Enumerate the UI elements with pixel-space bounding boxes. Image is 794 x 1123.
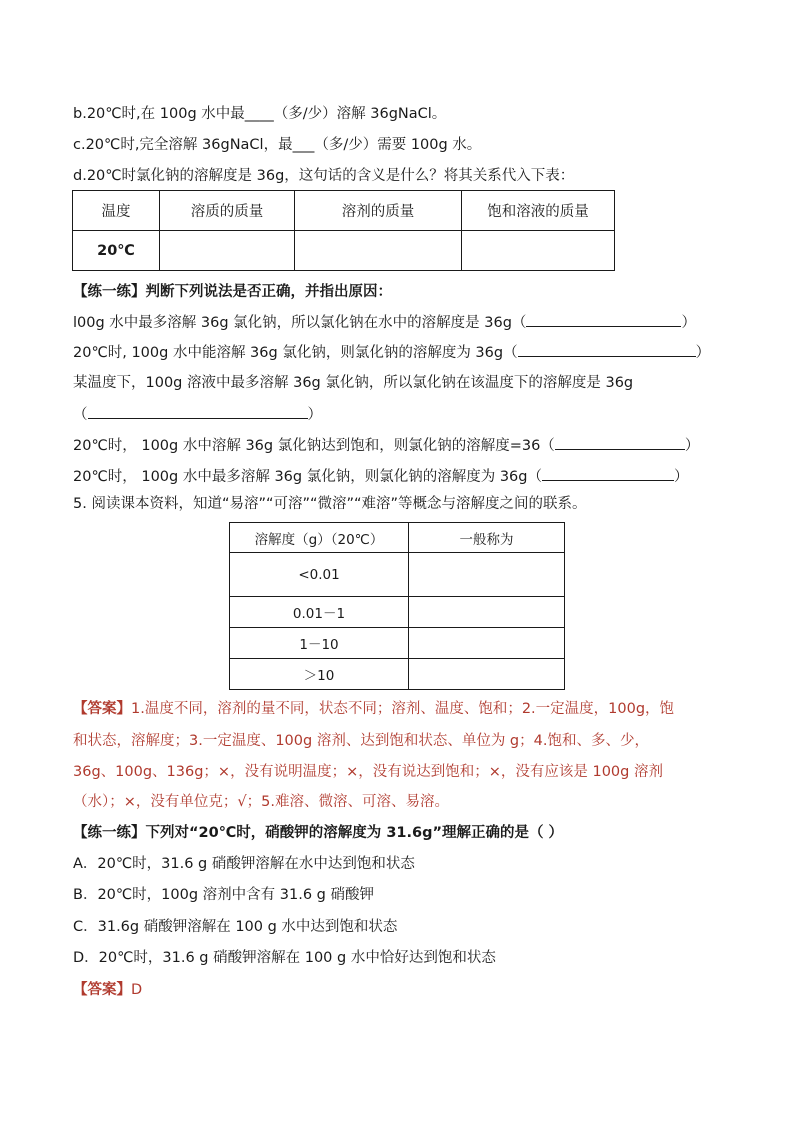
table-cell <box>409 628 565 659</box>
practice-item: 20℃时， 100g 水中溶解 36g 氯化钠达到饱和，则氯化钠的溶解度=36（ ） <box>73 435 699 456</box>
practice-item: 20℃时, 100g 水中能溶解 36g 氯化钠，则氯化钠的溶解度为 36g（ ） <box>73 342 710 363</box>
answer-blank <box>542 466 674 481</box>
question-b: b.20℃时,在 100g 水中最____（多/少）溶解 36gNaCl。 <box>73 106 447 122</box>
answer-line: 和状态，溶解度；3.一定温度、100g 溶剂、达到饱和状态、单位为 g；4.饱和、多、少， <box>73 733 649 749</box>
answer-label: 【答案】 <box>73 982 131 998</box>
practice-item: l00g 水中最多溶解 36g 氯化钠，所以氯化钠在水中的溶解度是 36g（ ） <box>73 312 696 333</box>
mass-table <box>72 190 615 271</box>
practice-item: （ ） <box>73 404 322 425</box>
table-header: 温度 <box>73 191 160 231</box>
table-cell <box>295 231 462 271</box>
table-cell <box>160 231 295 271</box>
answer-line: （水）；×，没有单位克；√；5.难溶、微溶、可溶、易溶。 <box>73 794 449 810</box>
table-cell <box>409 597 565 628</box>
solubility-table <box>229 522 565 690</box>
answer-blank <box>518 342 696 357</box>
answer-label: 【答案】 <box>73 701 131 717</box>
option-c: C．31.6g 硝酸钾溶解在 100 g 水中达到饱和状态 <box>73 919 398 935</box>
question-c: c.20℃时,完全溶解 36gNaCl，最___（多/少）需要 100g 水。 <box>73 137 482 153</box>
option-a: A．20℃时，31.6 g 硝酸钾溶解在水中达到饱和状态 <box>73 856 415 872</box>
answer-blank <box>555 435 685 450</box>
answer-blank <box>88 404 308 419</box>
table-cell: <0.01 <box>230 553 409 597</box>
answer2-line <box>73 980 142 1000</box>
table-header: 溶解度（g）（20℃） <box>230 523 409 553</box>
table-header: 饱和溶液的质量 <box>462 191 615 231</box>
table-cell <box>409 553 565 597</box>
practice-item: 20℃时， 100g 水中最多溶解 36g 氯化钠，则氯化钠的溶解度为 36g（ ） <box>73 466 688 487</box>
table-header: 溶质的质量 <box>160 191 295 231</box>
table-header: 溶剂的质量 <box>295 191 462 231</box>
table-cell: 0.01－1 <box>230 597 409 628</box>
table-cell <box>462 231 615 271</box>
table-cell: 1－10 <box>230 628 409 659</box>
option-d: D．20℃时，31.6 g 硝酸钾溶解在 100 g 水中恰好达到饱和状态 <box>73 950 496 966</box>
answer-value: D <box>131 982 143 998</box>
question-5: 5. 阅读课本资料，知道“易溶”“可溶”“微溶”“难溶”等概念与溶解度之间的联系。 <box>73 496 587 512</box>
table-cell: ＞10 <box>230 659 409 690</box>
answer-line: 【答案】1.温度不同，溶剂的量不同，状态不同；溶剂、温度、饱和；2.一定温度，100g，饱 <box>73 701 675 717</box>
practice2-title: 【练一练】下列对“20℃时，硝酸钾的溶解度为 31.6g”理解正确的是（ ） <box>73 825 564 841</box>
table-header: 一般称为 <box>409 523 565 553</box>
table-cell <box>409 659 565 690</box>
practice-item: 某温度下，100g 溶液中最多溶解 36g 氯化钠，所以氯化钠在该温度下的溶解度是 36g <box>73 375 634 391</box>
answer-blank <box>526 312 681 327</box>
practice-title: 【练一练】判断下列说法是否正确，并指出原因： <box>73 284 392 300</box>
table-cell: 20℃ <box>73 231 160 271</box>
answer-line: 36g、100g、136g；×，没有说明温度；×，没有说达到饱和；×，没有应该是 100g 溶剂 <box>73 764 663 780</box>
question-d: d.20℃时氯化钠的溶解度是 36g，这句话的含义是什么？将其关系代入下表： <box>73 168 575 184</box>
option-b: B．20℃时，100g 溶剂中含有 31.6 g 硝酸钾 <box>73 887 374 903</box>
